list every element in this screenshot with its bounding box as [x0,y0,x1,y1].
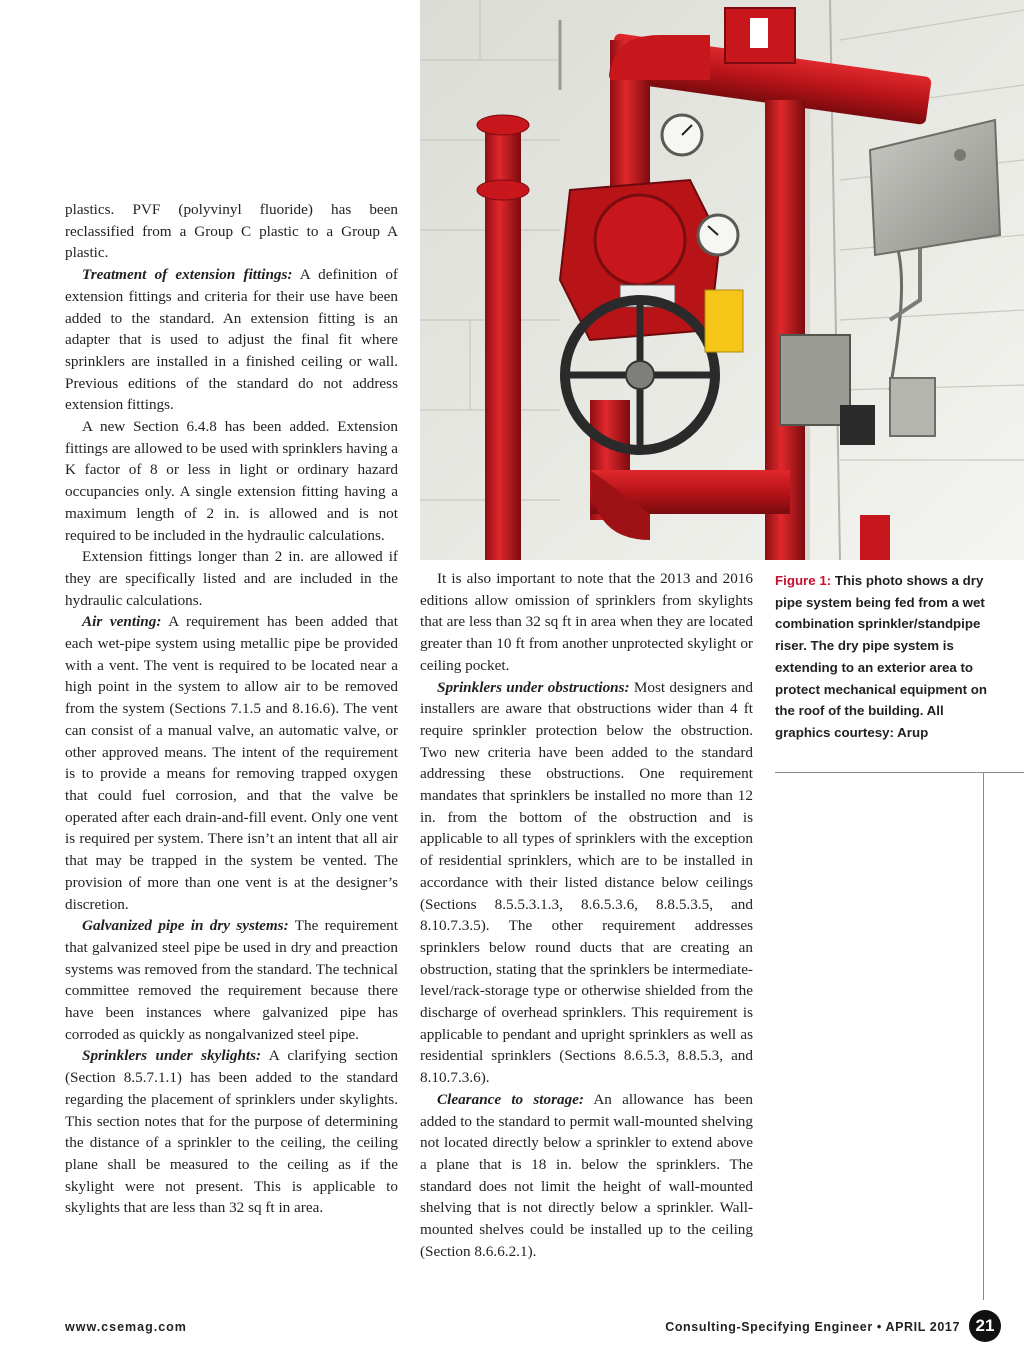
paragraph-text: An allowance has been added to the standard to permit wall-mounted shelving not located directly below a sprinkler to extend above a plane that is 18 in. below the sprinklers. The standard does not limit the height of wall-mounted shelving that is not directly below a sprinkler. Wall-mounted shelves could be installed up to the ceiling (Section 8.6.6.2.1). [420,1090,753,1260]
paragraph: A new Section 6.4.8 has been added. Extension fittings are allowed to be used with sprinklers having a K factor of 8 or less in light or ordinary hazard occupancies only. A single extension fitting having a maximum length of 2 in. is allowed and is not required to be included in the hydraulic calculations. [65,418,398,544]
paragraph [65,915,398,1045]
figure-1-photo [420,0,1024,560]
footer-website[interactable]: www.csemag.com [65,1320,187,1334]
column-rule [983,772,984,1300]
paragraph [420,677,753,1089]
footer-publication: Consulting-Specifying Engineer • APRIL 2017 [665,1320,960,1334]
paragraph [65,611,398,915]
subheading: Galvanized pipe in dry systems: [82,917,289,935]
page-number: 21 [969,1310,1001,1342]
paragraph [65,264,398,416]
figure-caption [775,570,999,744]
article-column-2 [420,568,753,1263]
paragraph-text: The requirement that galvanized steel pipe be used in dry and preaction systems was removed from the standard. The technical committee removed the requirement because there have been instances where galvanized pipe has corroded as quickly as nongalvanized steel pipe. [65,917,398,1043]
sprinkler-riser-illustration [420,0,1024,560]
subheading: Sprinklers under skylights: [82,1047,262,1065]
paragraph-text: A definition of extension fittings and criteria for their use have been added to the standard. An extension fitting is an adapter that is used to adjust the final fit where sprinklers are installed in a finished ceiling or wall. Previous editions of the standard do not address extension fittings. [65,266,398,414]
subheading: Sprinklers under obstructions: [437,678,630,696]
paragraph-text: A clarifying section (Section 8.5.7.1.1) has been added to the standard regarding the placement of sprinklers under skylights. This section notes that for the purpose of determining the distance of a sprinkler to the ceiling, the ceiling plane shall be measured to the ceiling as if the skylight were not present. This is applicable to skylights that are less than 32 sq ft in area. [65,1047,398,1217]
subheading: Clearance to storage: [437,1090,584,1108]
caption-divider [775,772,1024,773]
paragraph [420,1089,753,1263]
paragraph [65,1045,398,1219]
figure-label: Figure 1: [775,573,832,588]
paragraph-text: A requirement has been added that each wet-pipe system using metallic pipe be provided with a vent. The vent is required to be located near a high point in the system to allow air to be removed from the system (Sections 7.1.5 and 8.16.6). The vent can consist of a manual valve, an automatic valve, or other approved means. The intent of the requirement is to provide a means for removing trapped oxygen that could fuel corrosion, and that the valve be operated after each drain-and-fill event. Only one vent is required per system. There isn’t an intent that all air that may be trapped in the system be vented. The provision of more than one vent is at the designer’s discretion. [65,613,398,913]
caption-text: This photo shows a dry pipe system being fed from a wet combination sprinkler/standpipe riser. The dry pipe system is extending to an exterior area to protect mechanical equipment on the roof of the building. All graphics courtesy: Arup [775,573,988,740]
paragraph: plastics. PVF (polyvinyl fluoride) has been reclassified from a Group C plastic to a Group A plastic. [65,201,398,262]
paragraph-text: Most designers and installers are aware that obstructions wider than 4 ft require sprinkler protection below the obstruction. Two new criteria have been added to the standard addressing these obstructions. One requirement mandates that sprinklers be installed no more than 12 in. from the bottom of the obstruction and is applicable to all types of sprinklers with the exception of residential sprinklers, which are to be installed in accordance with their listed distance below ceilings (Sections 8.5.5.3.1.3, 8.6.5.3.6, 8.8.5.3.5, and 8.10.7.3.5). The other requirement addresses sprinklers below round ducts that are creating an obstruction, stating that the sprinklers be intermediate-level/rack-storage type or otherwise shielded from the discharge of overhead sprinklers. This requirement is applicable to pendant and upright sprinklers as well as residential sprinklers (Sections 8.6.5.3, 8.8.5.3, and 8.10.7.3.6). [420,678,753,1087]
article-column-1 [65,199,398,1219]
paragraph: It is also important to note that the 2013 and 2016 editions allow omission of sprinklers from skylights that are less than 32 sq ft in area when they are located greater than 10 ft from another unprotected skylight or ceiling pocket. [420,570,753,674]
subheading: Treatment of extension fittings: [82,266,293,284]
paragraph: Extension fittings longer than 2 in. are allowed if they are specifically listed and are included in the hydraulic calculations. [65,548,398,609]
subheading: Air venting: [82,613,162,631]
